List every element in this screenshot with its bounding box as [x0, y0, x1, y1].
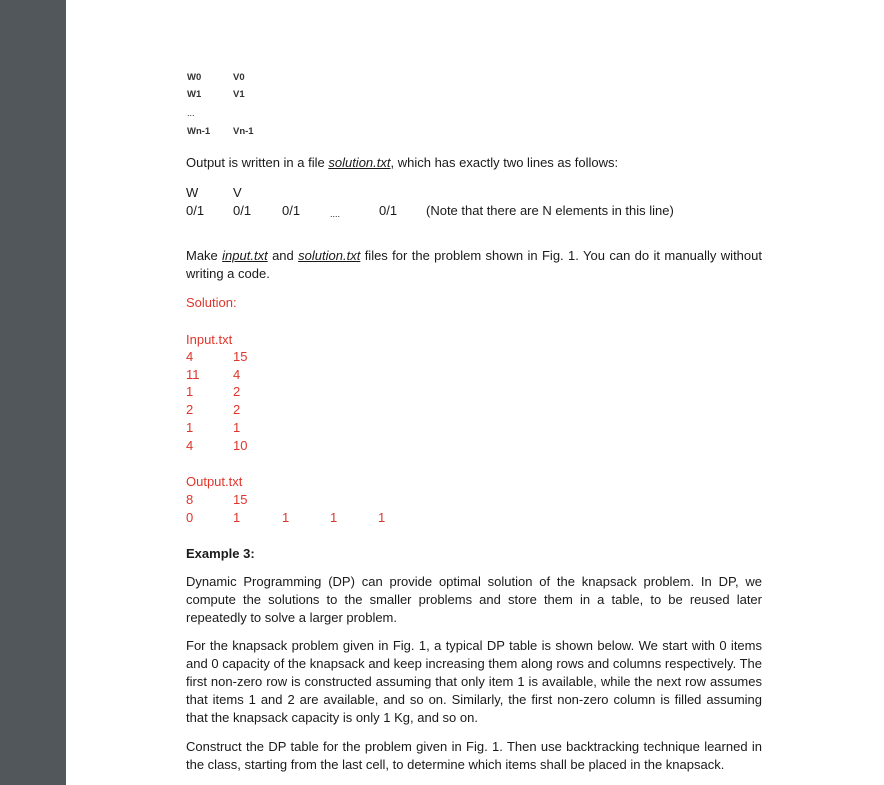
rows-ellipsis: ... — [187, 108, 195, 118]
output-format-v: V — [233, 185, 242, 200]
example-3-paragraph-3: Construct the DP table for the problem given in Fig. 1. Then use backtracking technique learned in the class, starting from the last cell, to determine which items shall be placed in the knapsack. — [186, 739, 762, 772]
output-description: Output is written in a file solution.txt, which has exactly two lines as follows: — [186, 155, 619, 170]
input-cell: 1 — [186, 420, 194, 435]
output-format-bit: 0/1 — [233, 203, 252, 218]
output-format-bit: 0/1 — [379, 203, 398, 218]
output-format-bit: 0/1 — [186, 203, 205, 218]
value-last-label: Vn-1 — [233, 126, 254, 137]
input-cell: 10 — [233, 438, 248, 453]
input-cell: 1 — [233, 420, 241, 435]
output-cell: 15 — [233, 492, 248, 507]
output-cell: 1 — [233, 510, 241, 525]
input-file-title: Input.txt — [186, 332, 233, 347]
example-3-paragraph-1: Dynamic Programming (DP) can provide optimal solution of the knapsack problem. In DP, we compute the solutions to the smaller problems and store them in a table, to be reused later repeatedly to solve a larger problem. — [186, 574, 762, 625]
output-file-title: Output.txt — [186, 474, 243, 489]
output-cell: 1 — [378, 510, 386, 525]
task-instructions: Make input.txt and solution.txt files for the problem shown in Fig. 1. You can do it manually without writing a code. — [186, 248, 762, 281]
output-cell: 8 — [186, 492, 194, 507]
weight-last-label: Wn-1 — [187, 126, 211, 137]
viewer-gutter — [0, 0, 66, 785]
example-3-heading: Example 3: — [186, 546, 255, 561]
value-0-label: V0 — [233, 72, 245, 83]
weight-1-label: W1 — [187, 89, 202, 100]
output-format-bit: 0/1 — [282, 203, 301, 218]
example-3-paragraph-2: For the knapsack problem given in Fig. 1, a typical DP table is shown below. We start with 0 items and 0 capacity of the knapsack and keep increasing them along rows and columns respectively. The first non-zero row is constructed assuming that only item 1 is available, while the next row assumes that items 1 and 2 are available, and so on. Similarly, the first non-zero column is filled assuming that the knapsack capacity is only 1 Kg, and so on. — [186, 638, 762, 725]
input-cell: 4 — [186, 438, 194, 453]
input-cell: 4 — [233, 367, 241, 382]
input-cell: 2 — [233, 402, 241, 417]
output-cell: 1 — [282, 510, 290, 525]
input-cell: 11 — [186, 367, 200, 382]
input-cell: 2 — [186, 402, 194, 417]
output-cell: 1 — [330, 510, 338, 525]
output-format-w: W — [186, 185, 199, 200]
output-format-ellipsis: .... — [330, 209, 341, 219]
weight-0-label: W0 — [187, 72, 202, 83]
input-cell: 2 — [233, 384, 241, 399]
input-cell: 15 — [233, 349, 248, 364]
input-cell: 4 — [186, 349, 194, 364]
input-cell: 1 — [186, 384, 194, 399]
solution-label: Solution: — [186, 295, 237, 310]
value-1-label: V1 — [233, 89, 245, 100]
output-cell: 0 — [186, 510, 194, 525]
output-format-note: (Note that there are N elements in this line) — [426, 203, 674, 218]
